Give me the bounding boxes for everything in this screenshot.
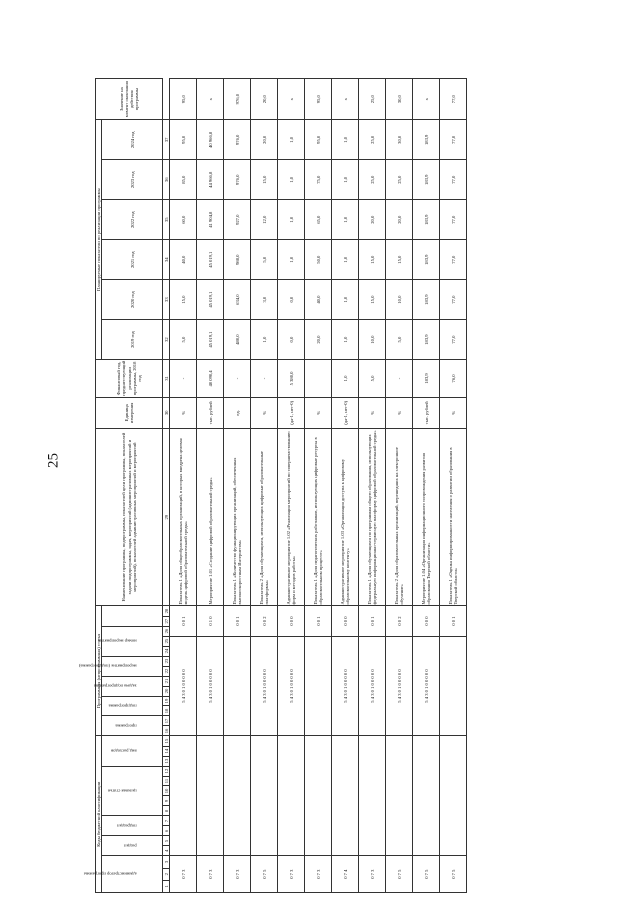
admin-code-cell: 0 7 4: [332, 856, 359, 893]
final-value-cell: 77,0: [440, 79, 467, 120]
year-value-cell: 45 019,1: [197, 320, 224, 360]
column-number: 26: [163, 626, 170, 636]
event-number-cell: 0 0 2: [251, 606, 278, 636]
year-value-cell: 50,0: [305, 240, 332, 280]
admin-code-cell: 0 7 5: [413, 856, 440, 893]
column-number: 36: [163, 160, 170, 200]
column-number: 33: [163, 280, 170, 320]
year-value-cell: 12,0: [251, 200, 278, 240]
year-value-cell: 5,0: [386, 320, 413, 360]
unit-cell: %: [251, 397, 278, 428]
event-number-cell: 0 0 0: [332, 606, 359, 636]
budget-code-cell: [224, 736, 251, 856]
program-code-cell: 5 4 3 0 1 0 0 0 0 0: [197, 636, 224, 736]
table-row: [251, 79, 278, 893]
finance-year-header: Финансовый год, предшествующий реализации программы, 2018 год: [96, 360, 163, 398]
year-value-cell: 60,0: [170, 200, 197, 240]
column-number: 17: [163, 716, 170, 726]
year-value-cell: 77,0: [440, 200, 467, 240]
column-number: 28: [163, 606, 170, 616]
program-header: программа: [102, 716, 163, 736]
final-value-cell: 976,0: [224, 79, 251, 120]
event-number-cell: 0 0 1: [440, 606, 467, 636]
table-row: [413, 79, 440, 893]
year-value-cell: 1,0: [251, 320, 278, 360]
admin-code-cell: 0 7 3: [197, 856, 224, 893]
year-2023-header: 2023 год: [102, 160, 163, 200]
column-number: 2: [163, 868, 170, 880]
column-number: 22: [163, 666, 170, 676]
year-value-cell: 10,0: [359, 320, 386, 360]
table-row: [440, 79, 467, 893]
unit-cell: %: [359, 397, 386, 428]
year-value-cell: 15,0: [386, 240, 413, 280]
column-number: 11: [163, 776, 170, 786]
column-number: 34: [163, 240, 170, 280]
year-value-cell: 1,0: [278, 200, 305, 240]
column-number: 5: [163, 836, 170, 846]
admin-code-cell: 0 7 3: [278, 856, 305, 893]
section-header: раздел: [102, 836, 163, 856]
final-value-cell: х: [197, 79, 224, 120]
expense-header: вид расходов: [102, 736, 163, 766]
column-number: 1: [163, 880, 170, 892]
finance-cell: -: [386, 360, 413, 398]
column-number: 6: [163, 826, 170, 836]
column-number: 13: [163, 756, 170, 766]
event-number-cell: 0 0 1: [305, 606, 332, 636]
unit-cell: (да-1, нет-0): [278, 397, 305, 428]
indicators-group-header: Планируемые показатели по реализации программы: [96, 120, 102, 360]
year-value-cell: 1,0: [332, 240, 359, 280]
event-number-cell: 0 0 1: [170, 606, 197, 636]
name-cell: Показатель 1 «Количество функционирующих организаций, обеспеченных высокоскоростным Интернетом»: [224, 428, 251, 606]
task-header: задача подпрограммы: [102, 676, 163, 696]
year-value-cell: 1,0: [332, 280, 359, 320]
year-value-cell: 85,0: [170, 160, 197, 200]
year-value-cell: 45 019,1: [197, 240, 224, 280]
year-value-cell: 183,9: [413, 120, 440, 160]
program-code-cell: 5 4 3 0 1 0 0 0 0 0: [251, 636, 278, 736]
column-number: 16: [163, 726, 170, 736]
column-number: 27: [163, 616, 170, 626]
column-number: 24: [163, 646, 170, 656]
year-2019-header: 2019 год: [102, 320, 163, 360]
budget-code-group-header: Коды бюджетной классификации: [96, 736, 102, 893]
year-value-cell: 77,0: [440, 240, 467, 280]
column-number: 30: [163, 397, 170, 428]
name-cell: Показатель 1 «Доля обучающихся по программам общего образования, использующих федеральную информационно-сервисную платформу цифровой образовательной среды»: [359, 428, 386, 606]
name-cell: Показатель 1 «Доля общеобразовательных организаций, в которых внедрена целевая модель цифровой образовательной среды»: [170, 428, 197, 606]
budget-code-cell: [359, 736, 386, 856]
unit-cell: %: [440, 397, 467, 428]
table-row: [197, 79, 224, 893]
column-number: 23: [163, 656, 170, 666]
year-value-cell: 95,0: [170, 120, 197, 160]
year-value-cell: 927,0: [224, 200, 251, 240]
year-value-cell: 1,0: [332, 320, 359, 360]
name-header: Наименование программы, подпрограммы, показателей цели программы, показателей задачи подпрограммы, задач, мероприятий (административных мероприятий и мероприятий), показателей административных мероприятий и мероприятий: [96, 428, 163, 606]
table-row: [305, 79, 332, 893]
program-code-cell: 5 4 3 0 1 0 0 0 0 0: [413, 636, 440, 736]
column-number: 31: [163, 360, 170, 398]
year-value-cell: 25,0: [359, 160, 386, 200]
year-value-cell: 45 019,1: [197, 280, 224, 320]
column-number: 32: [163, 320, 170, 360]
year-value-cell: 20,0: [305, 320, 332, 360]
admin-code-cell: 0 7 5: [440, 856, 467, 893]
unit-cell: (да-1, нет-0): [332, 397, 359, 428]
unit-cell: тыс. рублей: [413, 397, 440, 428]
column-number: 21: [163, 676, 170, 686]
column-number: 19: [163, 696, 170, 706]
unit-cell: %: [386, 397, 413, 428]
year-value-cell: 183,9: [413, 280, 440, 320]
final-value-cell: 95,0: [305, 79, 332, 120]
subsection-header: подраздел: [102, 816, 163, 836]
admin-code-cell: 0 7 3: [305, 856, 332, 893]
unit-cell: %: [170, 397, 197, 428]
event-number-cell: 0 0 1: [359, 606, 386, 636]
budget-code-cell: [278, 736, 305, 856]
final-value-cell: 25,0: [359, 79, 386, 120]
year-value-cell: 15,0: [170, 280, 197, 320]
program-code-cell: [224, 636, 251, 736]
table-row: [332, 79, 359, 893]
year-value-cell: 5,0: [251, 240, 278, 280]
year-value-cell: 3,0: [251, 280, 278, 320]
year-value-cell: 20,0: [386, 200, 413, 240]
admin-code-cell: 0 7 3: [359, 856, 386, 893]
table-row: [359, 79, 386, 893]
column-number: 35: [163, 200, 170, 240]
finance-cell: 5,0: [359, 360, 386, 398]
unit-header: Единица измерения: [96, 397, 163, 428]
budget-code-cell: [305, 736, 332, 856]
name-cell: Мероприятие 1.01 «Создание цифровой образовательной среды»: [197, 428, 224, 606]
name-cell: Показатель 1 «Оценка информированности населения о развитии образования в Тверской области»: [440, 428, 467, 606]
year-value-cell: 1,0: [278, 240, 305, 280]
table-row: [278, 79, 305, 893]
event-number-cell: 0 1 0: [197, 606, 224, 636]
final-value-cell: 20,0: [251, 79, 278, 120]
column-number: 9: [163, 796, 170, 806]
year-value-cell: 0,0: [278, 280, 305, 320]
table-row: [224, 79, 251, 893]
year-value-cell: 40,0: [305, 280, 332, 320]
year-value-cell: 634,0: [224, 280, 251, 320]
year-value-cell: 77,0: [440, 120, 467, 160]
budget-code-cell: [386, 736, 413, 856]
final-value-header: Значение на момент окончания действия программы: [96, 79, 163, 120]
unit-cell: %: [305, 397, 332, 428]
year-value-cell: 30,0: [386, 120, 413, 160]
year-value-cell: 20,0: [251, 120, 278, 160]
finance-cell: 183,9: [413, 360, 440, 398]
subprogram-header: подпрограмма: [102, 696, 163, 716]
column-number: 14: [163, 746, 170, 756]
year-value-cell: 1,0: [278, 160, 305, 200]
finance-cell: 76,0: [440, 360, 467, 398]
finance-cell: 5 380,0: [278, 360, 305, 398]
year-value-cell: 976,0: [224, 120, 251, 160]
event-number-cell: 0 0 0: [278, 606, 305, 636]
admin-code-cell: 0 7 3: [170, 856, 197, 893]
year-value-cell: 15,0: [359, 280, 386, 320]
year-value-cell: 5,0: [170, 320, 197, 360]
year-value-cell: 1,0: [278, 120, 305, 160]
year-value-cell: 44 966,8: [197, 160, 224, 200]
budget-code-cell: [197, 736, 224, 856]
column-number: 18: [163, 706, 170, 716]
final-value-cell: х: [332, 79, 359, 120]
name-cell: Показатель 2 «Доля образовательных организаций, перешедших на электронное обучение»: [386, 428, 413, 606]
year-value-cell: 0,0: [278, 320, 305, 360]
final-value-cell: 95,0: [170, 79, 197, 120]
admin-code-cell: 0 7 3: [224, 856, 251, 893]
year-2020-header: 2020 год: [102, 280, 163, 320]
event-number-cell: 0 0 0: [413, 606, 440, 636]
column-number: 29: [163, 428, 170, 606]
program-code-cell: 5 4 3 0 1 0 0 0 0 0: [332, 636, 359, 736]
year-value-cell: 1,0: [332, 160, 359, 200]
year-value-cell: 75,0: [305, 160, 332, 200]
column-number: 20: [163, 686, 170, 696]
event-number-cell: 0 0 2: [386, 606, 413, 636]
column-number: 8: [163, 806, 170, 816]
year-value-cell: 25,0: [386, 160, 413, 200]
year-value-cell: 10,0: [386, 280, 413, 320]
column-number: 3: [163, 856, 170, 868]
finance-cell: -: [251, 360, 278, 398]
year-2024-header: 2024 год: [102, 120, 163, 160]
year-value-cell: 183,9: [413, 320, 440, 360]
program-code-group-header: Программная (непрограммная) статья: [96, 606, 102, 736]
program-table-sheet: [78, 78, 550, 893]
year-value-cell: 41 904,8: [197, 200, 224, 240]
year-value-cell: 77,0: [440, 280, 467, 320]
year-value-cell: 183,9: [413, 200, 440, 240]
extra-code-header: [102, 606, 163, 626]
year-value-cell: 1,0: [332, 200, 359, 240]
name-cell: Мероприятие 1.04 «Организация информационного сопровождения развития образования Тверской области»: [413, 428, 440, 606]
final-value-cell: х: [413, 79, 440, 120]
target-header: целевая статья: [102, 766, 163, 816]
table-body: [170, 79, 467, 893]
year-value-cell: 1,0: [332, 120, 359, 160]
budget-code-cell: [170, 736, 197, 856]
column-number: 37: [163, 120, 170, 160]
name-cell: Административное мероприятие 1.02 «Реализация мероприятий по совершенствованию форм и методов работы»: [278, 428, 305, 606]
finance-cell: 40 090,4: [197, 360, 224, 398]
unit-cell: ед.: [224, 397, 251, 428]
year-value-cell: 65,0: [305, 200, 332, 240]
column-number: 12: [163, 766, 170, 776]
admin-code-cell: 0 7 5: [386, 856, 413, 893]
year-2021-header: 2021 год: [102, 240, 163, 280]
program-indicators-table: [78, 78, 467, 893]
year-value-cell: 95,0: [305, 120, 332, 160]
finance-cell: -: [224, 360, 251, 398]
program-code-cell: 5 4 3 0 1 0 0 0 0 0: [386, 636, 413, 736]
column-number: 25: [163, 636, 170, 646]
column-number-row: [163, 79, 170, 893]
column-number: 7: [163, 816, 170, 826]
budget-code-cell: [332, 736, 359, 856]
finance-cell: -: [170, 360, 197, 398]
program-code-cell: 5 4 3 0 1 0 0 0 0 0: [359, 636, 386, 736]
table-row: [170, 79, 197, 893]
year-value-cell: 976,0: [224, 160, 251, 200]
page-number: 25: [45, 453, 62, 468]
finance-cell: [305, 360, 332, 398]
program-code-cell: 5 4 3 0 1 0 0 0 0 0: [170, 636, 197, 736]
budget-code-cell: [413, 736, 440, 856]
year-value-cell: 15,0: [251, 160, 278, 200]
finance-cell: 1,0: [332, 360, 359, 398]
year-value-cell: 40,0: [170, 240, 197, 280]
event-number-cell: 0 0 1: [224, 606, 251, 636]
final-value-cell: 30,0: [386, 79, 413, 120]
unit-cell: тыс. рублей: [197, 397, 224, 428]
final-value-cell: х: [278, 79, 305, 120]
year-2022-header: 2022 год: [102, 200, 163, 240]
name-cell: Административное мероприятие 1.03 «Организация доступа к цифровому образовательному контенту»: [332, 428, 359, 606]
year-value-cell: 480,0: [224, 320, 251, 360]
table-row: [386, 79, 413, 893]
year-value-cell: 988,0: [224, 240, 251, 280]
event-number-header: номер мероприятия: [102, 626, 163, 656]
budget-code-cell: [251, 736, 278, 856]
year-value-cell: 20,0: [359, 200, 386, 240]
admin-header: администратор программы: [102, 856, 163, 893]
year-value-cell: 183,9: [413, 240, 440, 280]
program-code-cell: 5 4 3 0 1 0 0 0 0 0: [278, 636, 305, 736]
admin-code-cell: 0 7 5: [251, 856, 278, 893]
column-number: 4: [163, 846, 170, 856]
year-value-cell: 15,0: [359, 240, 386, 280]
budget-code-cell: [440, 736, 467, 856]
program-code-cell: [440, 636, 467, 736]
year-value-cell: 77,0: [440, 320, 467, 360]
event-type-header: мероприятие (подпрограмма): [102, 656, 163, 676]
name-cell: Показатель 1 «Доля педагогических работников, использующих цифровые ресурсы в образовательном процессе»: [305, 428, 332, 606]
name-cell: Показатель 2 «Доля обучающихся, использующих цифровые образовательные платформы»: [251, 428, 278, 606]
column-number: 15: [163, 736, 170, 746]
program-code-cell: [305, 636, 332, 736]
year-value-cell: 25,0: [359, 120, 386, 160]
year-value-cell: 77,0: [440, 160, 467, 200]
year-value-cell: 40 966,8: [197, 120, 224, 160]
column-number: 10: [163, 786, 170, 796]
year-value-cell: 183,9: [413, 160, 440, 200]
